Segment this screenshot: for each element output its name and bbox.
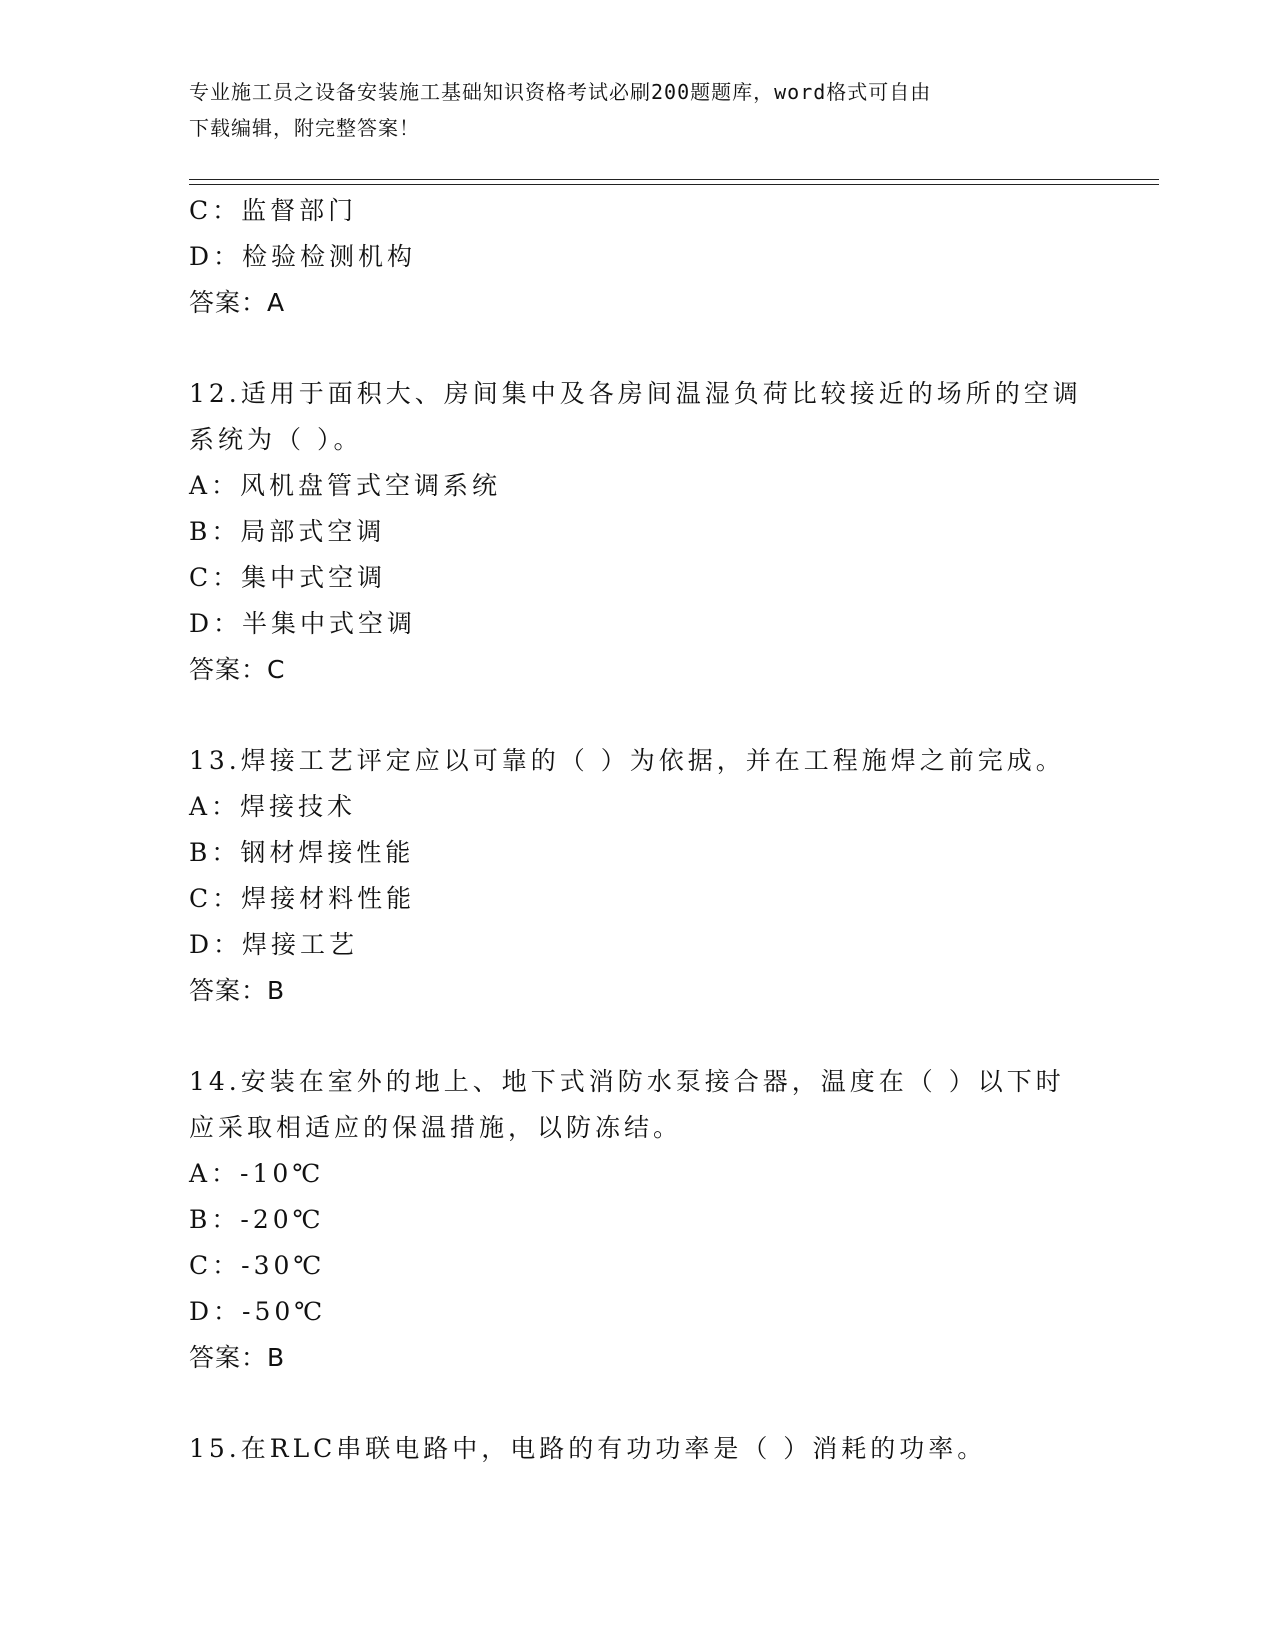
question-14	[189, 1059, 1089, 1381]
option-a: A：-10℃	[189, 1159, 325, 1188]
document-header	[189, 74, 1089, 146]
question-15	[189, 1426, 1089, 1472]
option-c: C：集中式空调	[189, 563, 387, 592]
option-c: C：-30℃	[189, 1251, 326, 1280]
answer-label: 答案：B	[189, 1343, 286, 1372]
question-stem-cont: 应采取相适应的保温措施，以防冻结。	[189, 1113, 683, 1142]
header-line-1: 专业施工员之设备安装施工基础知识资格考试必刷200题题库，word格式可自由	[189, 80, 932, 104]
answer-label: 答案：B	[189, 976, 286, 1005]
header-divider-top	[189, 179, 1159, 180]
header-line-2: 下载编辑，附完整答案！	[189, 116, 420, 140]
question-list	[189, 188, 1089, 1472]
question-stem-cont: 系统为（ ）。	[189, 425, 363, 454]
question-stem: 13.焊接工艺评定应以可靠的（ ）为依据，并在工程施焊之前完成。	[189, 746, 1065, 775]
option-d: D：半集中式空调	[189, 609, 417, 638]
header-divider-bottom	[189, 184, 1159, 185]
answer-label: 答案：C	[189, 655, 286, 684]
option-d: D：-50℃	[189, 1297, 327, 1326]
option-c: C：监督部门	[189, 196, 358, 225]
question-12	[189, 371, 1089, 693]
question-stem: 12.适用于面积大、房间集中及各房间温湿负荷比较接近的场所的空调	[189, 379, 1082, 408]
question-stem: 15.在RLC串联电路中，电路的有功功率是（ ）消耗的功率。	[189, 1434, 987, 1463]
option-b: B：-20℃	[189, 1205, 325, 1234]
question-13	[189, 738, 1089, 1014]
question-stem: 14.安装在室外的地上、地下式消防水泵接合器，温度在（ ）以下时	[189, 1067, 1065, 1096]
option-d: D：焊接工艺	[189, 930, 359, 959]
option-a: A：焊接技术	[189, 792, 357, 821]
question-11-tail	[189, 188, 1089, 326]
option-d: D：检验检测机构	[189, 242, 417, 271]
answer-label: 答案：A	[189, 288, 286, 317]
option-a: A：风机盘管式空调系统	[189, 471, 502, 500]
option-b: B：钢材焊接性能	[189, 838, 415, 867]
option-b: B：局部式空调	[189, 517, 386, 546]
option-c: C：焊接材料性能	[189, 884, 416, 913]
